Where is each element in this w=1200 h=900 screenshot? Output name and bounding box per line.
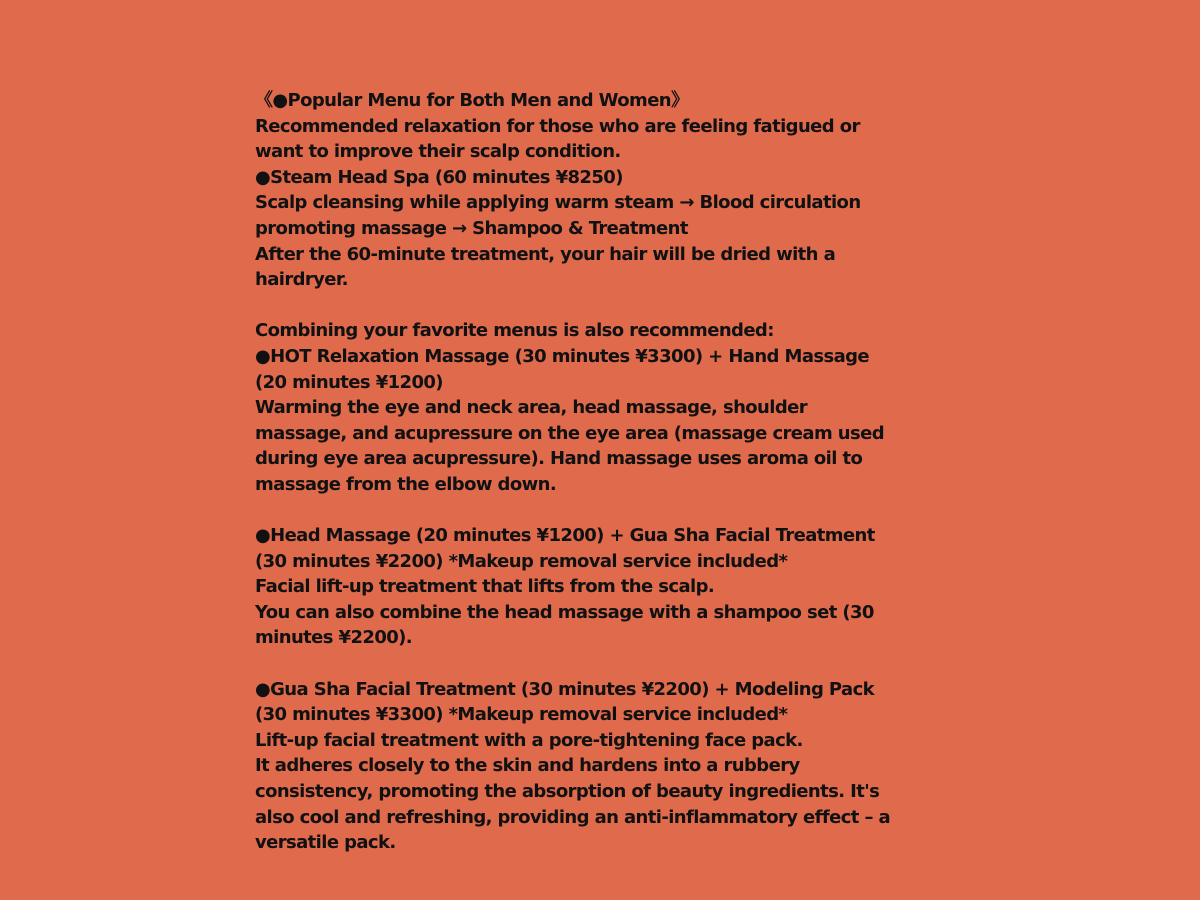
combo-gua-sha-title: ●Gua Sha Facial Treatment (30 minutes ¥2200) + Modeling Pack (30 minutes ¥3300) *Makeup removal service included* [255, 678, 880, 726]
combination-intro: Combining your favorite menus is also recommended: [255, 320, 774, 342]
combo-head-massage-title: ●Head Massage (20 minutes ¥1200) + Gua Sha Facial Treatment (30 minutes ¥2200) *Makeup removal service included* [255, 525, 881, 572]
spacer [255, 651, 895, 677]
steam-head-spa-description: Scalp cleansing while applying warm steam → Blood circulation promoting massage → Shampoo & Treatment [255, 192, 867, 239]
combo-hot-relaxation-description: Warming the eye and neck area, head massage, shoulder massage, and acupressure on the eye area (massage cream used during eye area acupressure). Hand massage uses aroma oil to massage from the elbow down. [255, 397, 890, 495]
combo-head-massage-description: Facial lift-up treatment that lifts from the scalp. [255, 576, 715, 598]
menu-intro: Recommended relaxation for those who are feeling fatigued or want to improve their scalp condition. [255, 115, 866, 163]
combo-hot-relaxation-title: ●HOT Relaxation Massage (30 minutes ¥3300) + Hand Massage (20 minutes ¥1200) [255, 345, 875, 393]
spacer [255, 293, 895, 319]
combo-head-massage-note: You can also combine the head massage with a shampoo set (30 minutes ¥2200). [255, 601, 880, 649]
menu-text-block [255, 88, 895, 856]
combo-gua-sha-note: It adheres closely to the skin and hardens into a rubbery consistency, promoting the absorption of beauty ingredients. It's also cool and refreshing, providing an anti-inflammatory effect – a versatile pack. [255, 755, 896, 854]
menu-heading: 《●Popular Menu for Both Men and Women》 [255, 90, 689, 111]
spacer [255, 498, 895, 524]
combo-gua-sha-description: Lift-up facial treatment with a pore-tightening face pack. [255, 729, 803, 751]
steam-head-spa-title: ●Steam Head Spa (60 minutes ¥8250) [255, 166, 623, 188]
steam-head-spa-note: After the 60-minute treatment, your hair will be dried with a hairdryer. [255, 243, 841, 291]
